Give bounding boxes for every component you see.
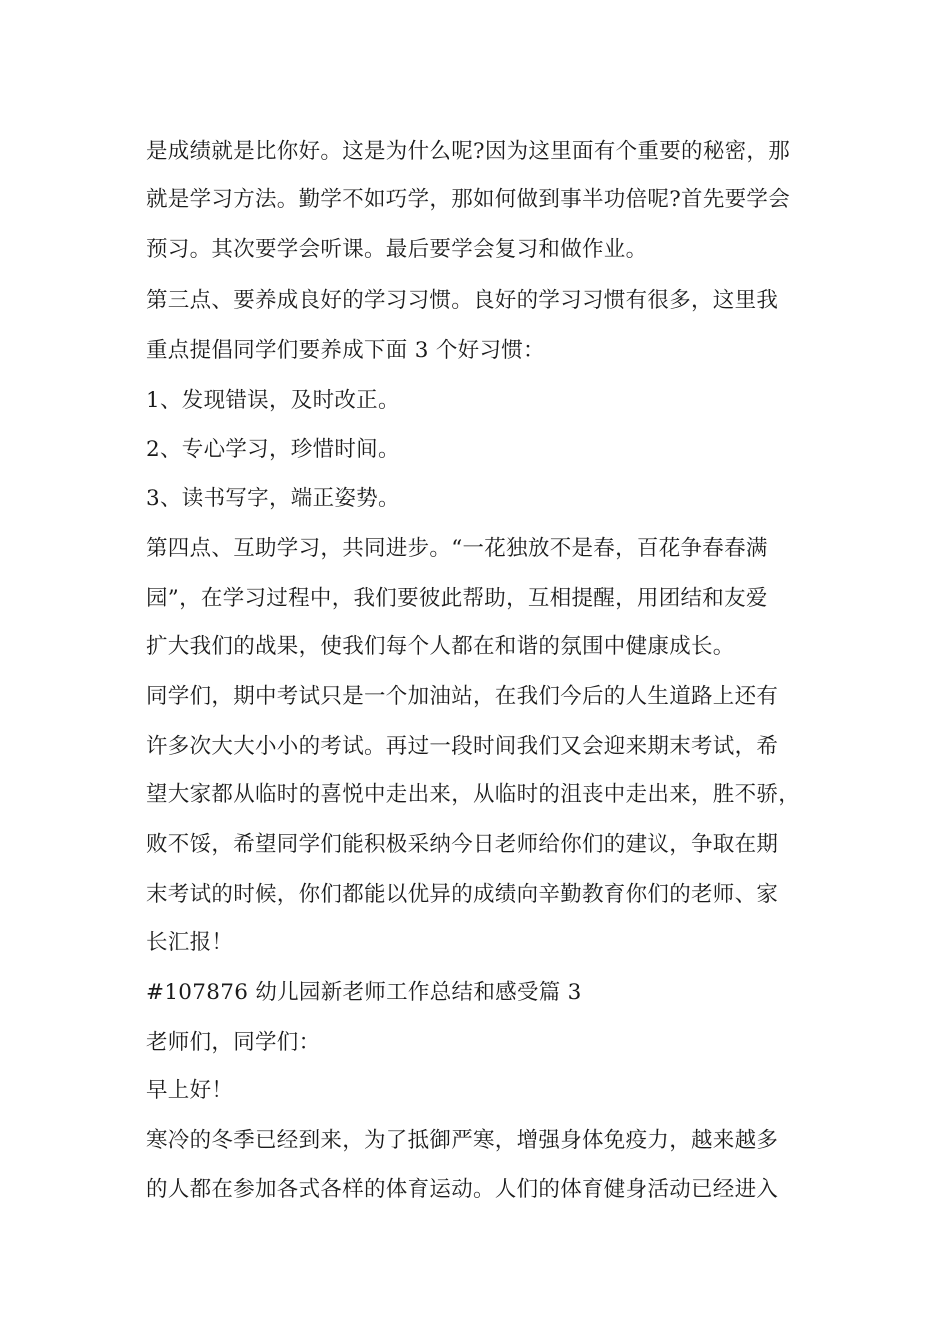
text-line: 重点提倡同学们要养成下面 3 个好习惯： — [146, 338, 545, 363]
text-line: 第三点、要养成良好的学习习惯。良好的学习习惯有很多，这里我 — [146, 288, 779, 313]
text-line: 同学们，期中考试只是一个加油站，在我们今后的人生道路上还有 — [146, 684, 779, 709]
text-line: 预习。其次要学会听课。最后要学会复习和做作业。 — [146, 237, 648, 262]
text-line: 第四点、互助学习，共同进步。“一花独放不是春，百花争春春满 — [146, 536, 768, 561]
list-item: 3、读书写字，端正姿势。 — [146, 486, 400, 511]
text-line: 寒冷的冬季已经到来，为了抵御严寒，增强身体免疫力，越来越多 — [146, 1128, 779, 1153]
text-line: 老师们，同学们： — [146, 1030, 321, 1055]
text-line: 早上好！ — [146, 1078, 234, 1103]
text-line: 许多次大大小小的考试。再过一段时间我们又会迎来期末考试，希 — [146, 734, 779, 759]
text-line: 末考试的时候，你们都能以优异的成绩向辛勤教育你们的老师、家 — [146, 882, 779, 907]
list-item: 1、发现错误，及时改正。 — [146, 388, 400, 413]
text-line: 扩大我们的战果，使我们每个人都在和谐的氛围中健康成长。 — [146, 634, 735, 659]
text-line: 望大家都从临时的喜悦中走出来，从临时的沮丧中走出来，胜不骄， — [146, 782, 801, 807]
text-line: 的人都在参加各式各样的体育运动。人们的体育健身活动已经进入 — [146, 1177, 779, 1202]
text-line: 败不馁，希望同学们能积极采纳今日老师给你们的建议，争取在期 — [146, 832, 779, 857]
text-line: 园”，在学习过程中，我们要彼此帮助，互相提醒，用团结和友爱 — [146, 586, 768, 611]
section-heading: #107876 幼儿园新老师工作总结和感受篇 3 — [146, 980, 582, 1005]
text-line: 就是学习方法。勤学不如巧学，那如何做到事半功倍呢?首先要学会 — [146, 187, 791, 212]
text-line: 长汇报！ — [146, 930, 234, 955]
text-line: 是成绩就是比你好。这是为什么呢?因为这里面有个重要的秘密，那 — [146, 139, 791, 164]
list-item: 2、专心学习，珍惜时间。 — [146, 437, 400, 462]
